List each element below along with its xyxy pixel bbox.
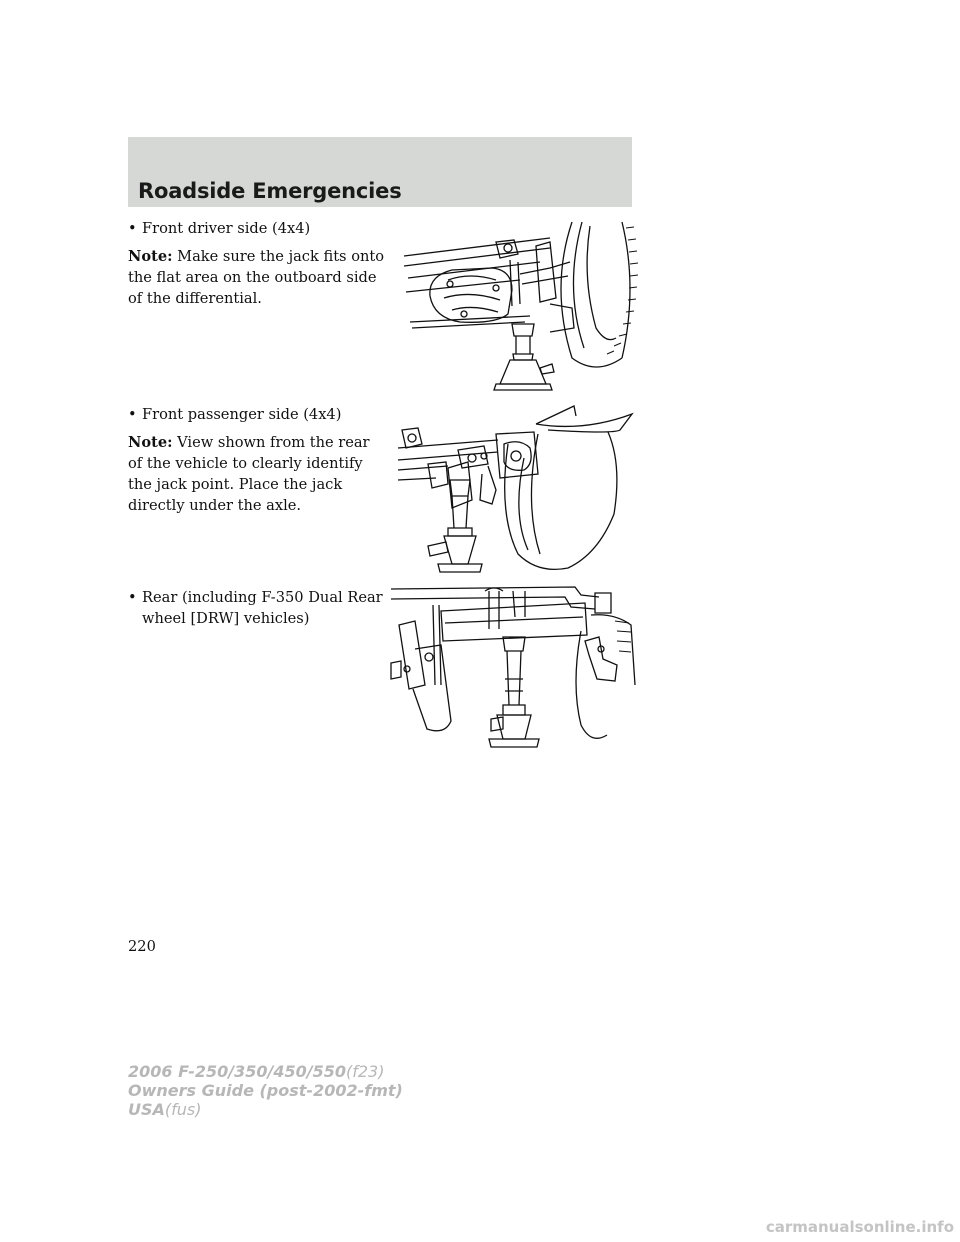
note-label: Note: xyxy=(128,434,173,451)
bullet-glyph: • xyxy=(128,220,137,237)
note xyxy=(128,246,386,309)
list-item-text: Front passenger side (4x4) xyxy=(142,406,342,423)
section-front-driver xyxy=(128,218,386,309)
section-header xyxy=(128,137,632,207)
list-item-text: Front driver side (4x4) xyxy=(142,220,311,237)
note-label: Note: xyxy=(128,248,173,265)
front-driver-jack-illustration xyxy=(400,218,640,393)
list-item-text: Rear (including F-350 Dual Rear wheel [DRW] vehicles) xyxy=(142,589,383,627)
note xyxy=(128,432,386,516)
page-number: 220 xyxy=(128,938,156,955)
watermark: carmanualsonline.info xyxy=(765,1218,954,1236)
list-item xyxy=(128,218,386,239)
section-rear xyxy=(128,587,386,629)
footer-line-guide: Owners Guide (post-2002-fmt) xyxy=(128,1081,403,1100)
section-front-passenger xyxy=(128,404,386,516)
bullet-glyph: • xyxy=(128,589,137,606)
note-text: View shown from the rear of the vehicle to clearly identify the jack point. Place the jack directly under the axle. xyxy=(128,434,370,514)
document-footer xyxy=(128,1062,403,1119)
rear-jack-illustration xyxy=(385,585,640,750)
list-item xyxy=(128,587,386,629)
footer-line-model: 2006 F-250/350/450/550(f23) xyxy=(128,1062,385,1081)
page-title: Roadside Emergencies xyxy=(138,179,402,203)
list-item xyxy=(128,404,386,425)
front-passenger-jack-illustration xyxy=(388,404,638,576)
footer-line-region: USA(fus) xyxy=(128,1100,202,1119)
note-text: Make sure the jack fits onto the flat area on the outboard side of the differential. xyxy=(128,248,385,307)
bullet-glyph: • xyxy=(128,406,137,423)
